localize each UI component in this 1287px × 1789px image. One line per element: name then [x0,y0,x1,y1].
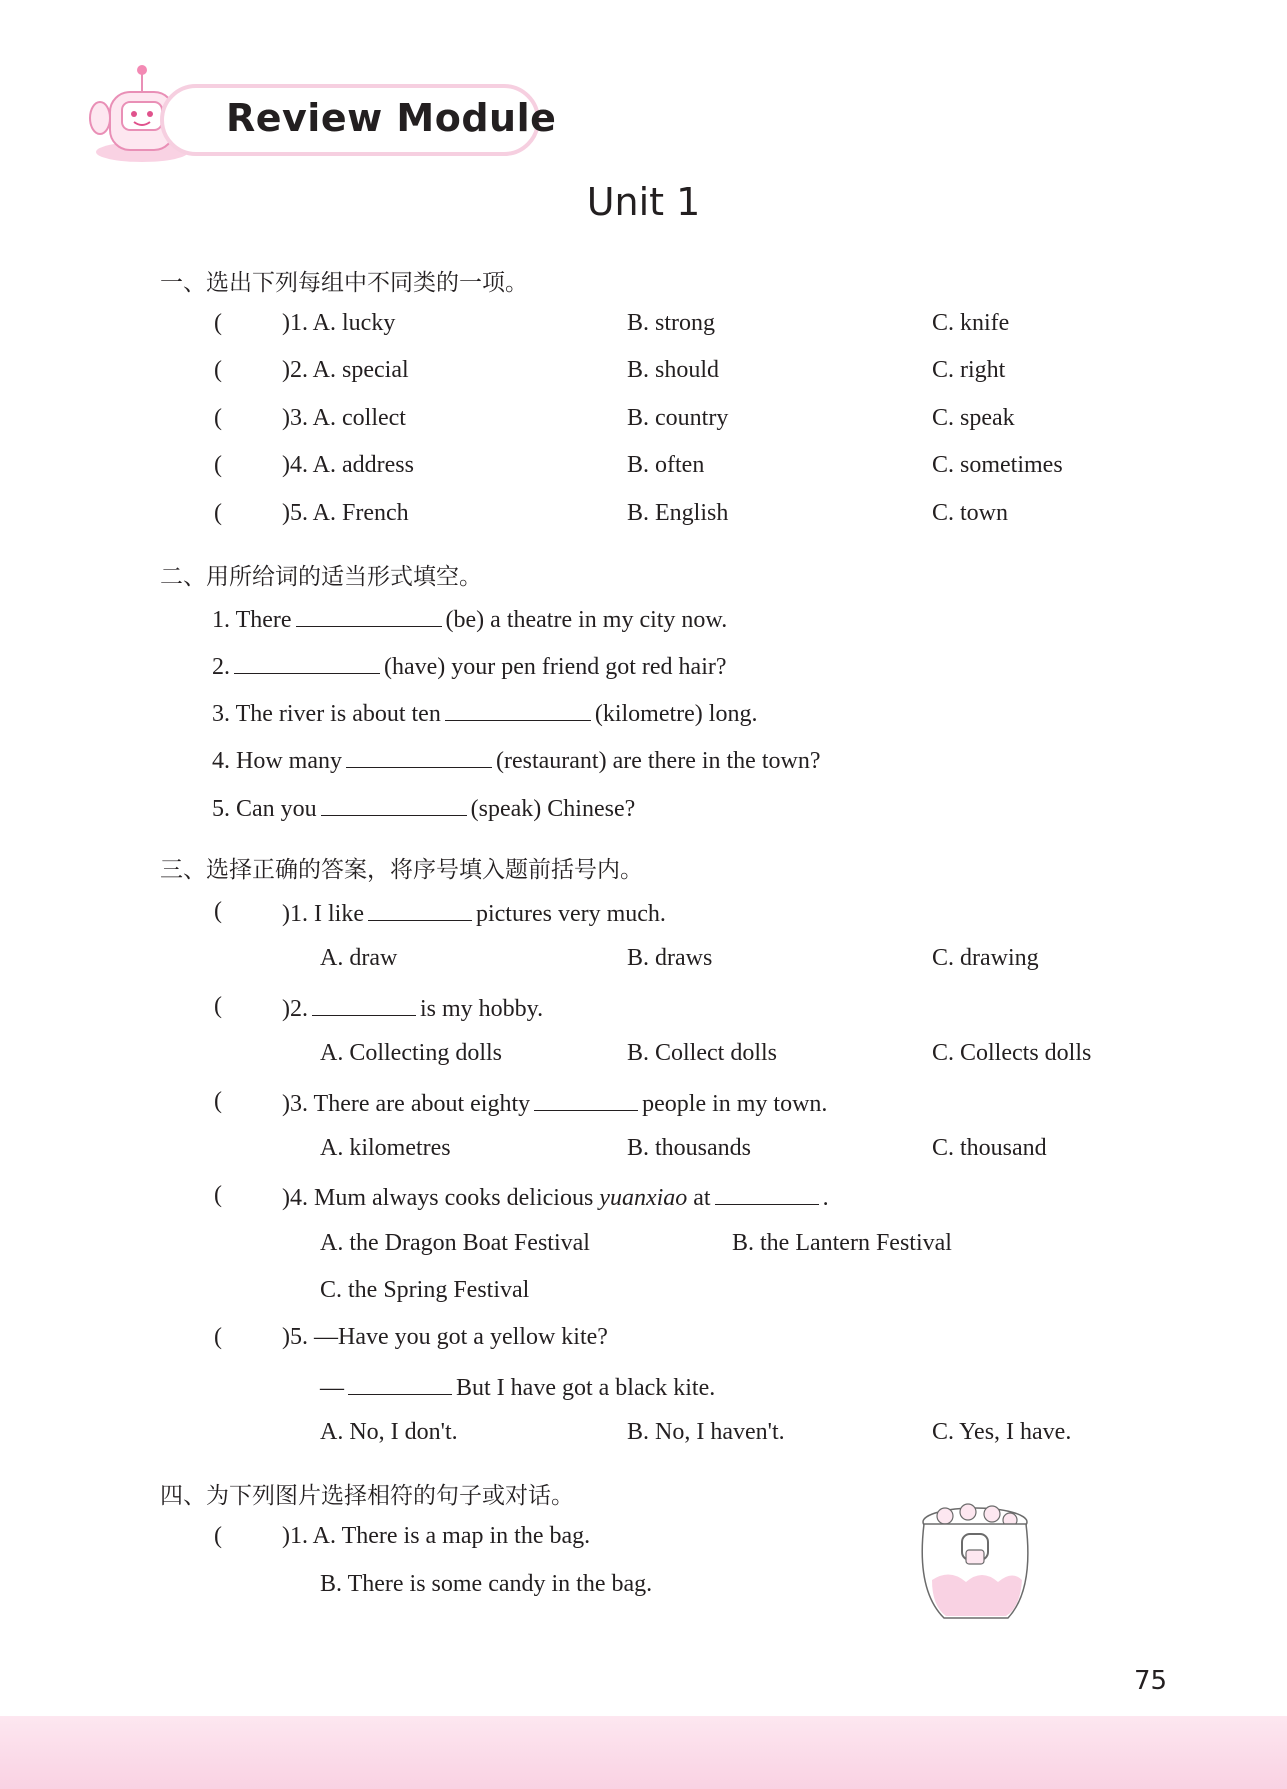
answer-paren[interactable]: ( [214,993,222,1019]
section-3-heading: 三、选择正确的答案，将序号填入题前括号内。 [160,857,643,883]
fill-blank[interactable] [234,651,380,674]
option-c[interactable]: C. the Spring Festival [320,1277,530,1303]
answer-paren[interactable]: ( [214,898,222,924]
section-1-heading: 一、选出下列每组中不同类的一项。 [160,270,528,296]
option-b[interactable]: B. draws [627,945,713,971]
option-a[interactable]: A. kilometres [320,1135,451,1161]
fill-blank[interactable] [368,898,472,921]
answer-paren[interactable]: ( [214,357,222,383]
section-2-item-4: 4. How many (restaurant) are there in the town? [212,745,821,775]
unit-title: Unit 1 [586,180,701,224]
section-2-item-3: 3. The river is about ten (kilometre) long. [212,698,757,728]
page-title: Review Module [226,96,557,140]
option-c[interactable]: C. thousand [932,1135,1047,1161]
answer-paren[interactable]: ( [214,1182,222,1208]
section-4-heading: 四、为下列图片选择相符的句子或对话。 [160,1483,574,1509]
footer-band [0,1716,1287,1789]
answer-paren[interactable]: ( [214,310,222,336]
answer-paren[interactable]: ( [214,1523,222,1549]
answer-paren[interactable]: ( [214,452,222,478]
section-2-heading: 二、用所给词的适当形式填空。 [160,564,482,590]
fill-blank[interactable] [346,745,492,768]
option-c[interactable]: C. Yes, I have. [932,1419,1072,1445]
candy-bag-icon [910,1500,1040,1625]
fill-blank[interactable] [445,698,591,721]
option-a[interactable]: )1. A. There is a map in the bag. [282,1523,591,1549]
section-2-item-1: 1. There (be) a theatre in my city now. [212,604,727,634]
option-a[interactable]: A. No, I don't. [320,1419,458,1445]
answer-paren[interactable]: ( [214,1324,222,1350]
option-b[interactable]: B. the Lantern Festival [732,1230,952,1256]
option-a[interactable]: A. Collecting dolls [320,1040,502,1066]
fill-blank[interactable] [348,1372,452,1395]
fill-blank[interactable] [312,993,416,1016]
section-2-item-2: 2. (have) your pen friend got red hair? [212,651,727,681]
answer-paren[interactable]: ( [214,500,222,526]
answer-paren[interactable]: ( [214,1088,222,1114]
option-a[interactable]: A. the Dragon Boat Festival [320,1230,590,1256]
answer-paren[interactable]: ( [214,405,222,431]
option-c[interactable]: C. drawing [932,945,1039,971]
option-b[interactable]: B. No, I haven't. [627,1419,785,1445]
option-b[interactable]: B. Collect dolls [627,1040,777,1066]
section-2-item-5: 5. Can you (speak) Chinese? [212,793,635,823]
page-number: 75 [1134,1666,1168,1696]
option-b[interactable]: B. thousands [627,1135,752,1161]
fill-blank[interactable] [296,604,442,627]
option-a[interactable]: A. draw [320,945,398,971]
fill-blank[interactable] [715,1182,819,1205]
fill-blank[interactable] [321,793,467,816]
fill-blank[interactable] [534,1088,638,1111]
option-c[interactable]: C. Collects dolls [932,1040,1092,1066]
option-b[interactable]: B. There is some candy in the bag. [320,1571,653,1597]
